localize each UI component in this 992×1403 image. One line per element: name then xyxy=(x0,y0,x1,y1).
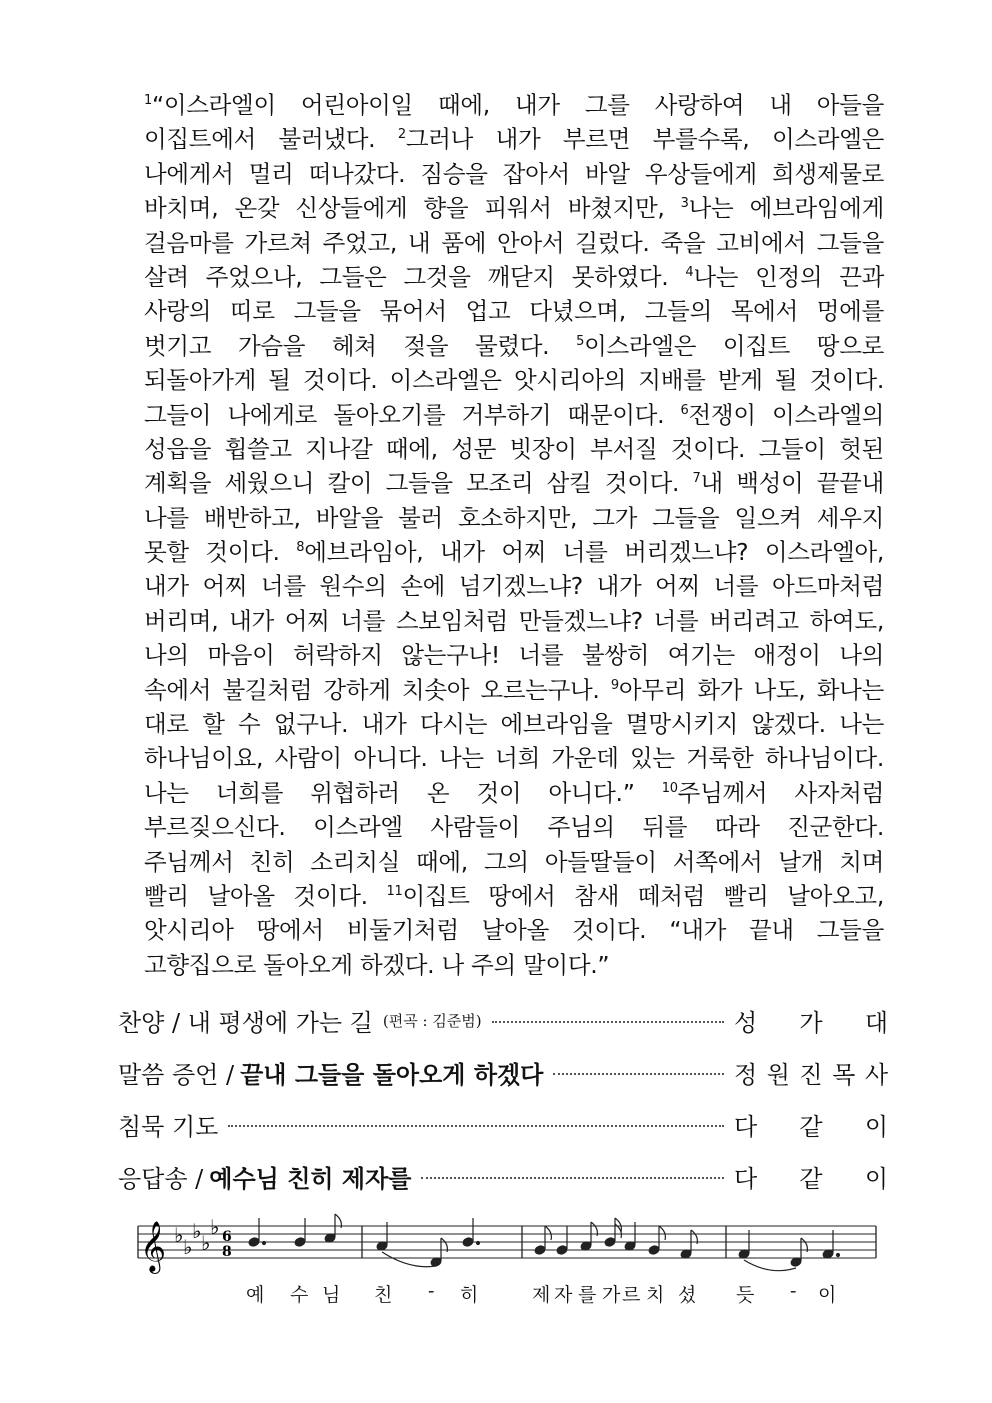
scripture-text: 고향집으로 돌아오게 하겠다. 나 주의 말이다.” xyxy=(144,950,610,979)
hymn-performer xyxy=(734,1003,888,1038)
scripture-text: 전쟁이 이스라엘의 xyxy=(688,400,884,429)
scripture-line xyxy=(144,604,884,638)
scripture-text: 앗시리아 땅에서 비둘기처럼 날아올 것이다. “내가 끝내 그들을 xyxy=(144,916,884,945)
lyric-syllable: 가 xyxy=(602,1284,621,1306)
lyric-syllable: 셨 xyxy=(678,1284,697,1306)
scripture-line xyxy=(144,741,884,775)
speaker-char: 원 xyxy=(766,1060,790,1089)
scripture-text: 성읍을 휩쓸고 지나갈 때에, 성문 빗장이 부서질 것이다. 그들이 헛된 xyxy=(144,434,884,463)
order-sermon xyxy=(118,1052,888,1092)
scripture-line xyxy=(144,501,884,535)
response-title: 예수님 친히 제자를 xyxy=(209,1163,412,1193)
svg-text:♭: ♭ xyxy=(201,1231,211,1255)
scripture-text: 버리며, 내가 어찌 너를 스보임처럼 만들겠느냐? 너를 버리려고 하여도, xyxy=(144,606,884,635)
scripture-text: 내 백성이 끝끝내 xyxy=(700,469,884,498)
scripture-text: “이스라엘이 어린아이일 때에, 내가 그를 사랑하여 내 아들을 xyxy=(151,91,884,119)
performer-char: 대 xyxy=(864,1008,888,1037)
scripture-line xyxy=(144,398,884,432)
lyric-syllable: 제 xyxy=(532,1284,551,1306)
speaker-char: 사 xyxy=(864,1060,888,1089)
scripture-text: 벗기고 가슴을 헤쳐 젖을 물렸다. xyxy=(144,331,577,360)
leader-dots xyxy=(421,1177,724,1179)
order-response xyxy=(118,1156,888,1196)
lyric-syllable: - xyxy=(790,1280,797,1302)
lyric-syllable: 를 xyxy=(578,1284,597,1306)
scripture-text: 부르짖으신다. 이스라엘 사람들이 주님의 뒤를 따라 진군한다. xyxy=(144,813,884,842)
leader-dots xyxy=(492,1021,724,1023)
scripture-line xyxy=(144,948,884,982)
scripture-text: 계획을 세웠으니 칼이 그들을 모조리 삼킬 것이다. xyxy=(144,469,693,498)
scripture-line xyxy=(144,845,884,879)
hymn-arranger-note: (편곡 : 김준범) xyxy=(382,1011,482,1030)
treble-clef-icon: 𝄞 xyxy=(140,1221,167,1272)
scripture-text: 바치며, 온갖 신상들에게 향을 피워서 바쳤지만, xyxy=(144,194,681,223)
prayer-participants xyxy=(734,1107,888,1142)
response-music-score xyxy=(130,1212,890,1322)
verse-number: 4 xyxy=(685,264,694,280)
lyric-syllable: 친 xyxy=(374,1284,393,1306)
lyric-syllable: 이 xyxy=(818,1284,837,1306)
time-sig-bottom: 8 xyxy=(222,1244,232,1260)
order-hymn xyxy=(118,1000,888,1040)
scripture-text: 나는 너희를 위협하러 온 것이 아니다.” xyxy=(144,778,662,807)
verse-number: 2 xyxy=(397,127,406,143)
scripture-line xyxy=(144,432,884,466)
scripture-text: 대로 할 수 없구나. 내가 다시는 에브라임을 멸망시키지 않겠다. 나는 xyxy=(144,710,884,739)
scripture-line xyxy=(144,260,884,294)
scripture-text: 그러나 내가 부르면 부를수록, 이스라엘은 xyxy=(405,125,884,154)
scripture-line xyxy=(144,707,884,741)
lyric-syllable: 수 xyxy=(290,1284,309,1306)
scripture-line xyxy=(144,673,884,707)
scripture-passage xyxy=(144,88,884,982)
participant-char: 이 xyxy=(864,1164,888,1193)
scripture-text: 나의 마음이 허락하지 않는구나! 너를 불쌍히 여기는 애정이 나의 xyxy=(144,641,884,670)
music-lyrics xyxy=(130,1280,890,1310)
scripture-text: 나는 에브라임에게 xyxy=(688,194,884,223)
participant-char: 같 xyxy=(799,1164,823,1193)
hymn-label: 찬양 / 내 평생에 가는 길 xyxy=(118,1008,373,1037)
scripture-text: 못할 것이다. xyxy=(144,538,297,567)
scripture-text: 그들이 나에게로 돌아오기를 거부하기 때문이다. xyxy=(144,400,681,429)
performer-char: 성 xyxy=(734,1008,758,1037)
order-prayer xyxy=(118,1104,888,1144)
scripture-line xyxy=(144,569,884,603)
speaker-char: 정 xyxy=(734,1060,758,1089)
verse-number: 8 xyxy=(296,540,305,556)
lyric-syllable: 르 xyxy=(622,1284,641,1306)
participant-char: 다 xyxy=(734,1112,758,1141)
scripture-text: 나를 배반하고, 바알을 불러 호소하지만, 그가 그들을 일으켜 세우지 xyxy=(144,503,884,532)
scripture-line xyxy=(144,88,884,122)
performer-char: 가 xyxy=(799,1008,823,1037)
scripture-line xyxy=(144,191,884,225)
scripture-line xyxy=(144,810,884,844)
scripture-line xyxy=(144,879,884,913)
sermon-label: 말씀 증언 / xyxy=(118,1060,235,1089)
verse-number: 10 xyxy=(661,780,678,796)
verse-number: 6 xyxy=(680,402,689,418)
lyric-syllable: 님 xyxy=(322,1284,341,1306)
scripture-text: 나에게서 멀리 떠나갔다. 짐승을 잡아서 바알 우상들에게 희생제물로 xyxy=(144,159,884,188)
scripture-text: 나는 인정의 끈과 xyxy=(693,262,884,291)
lyric-syllable: 자 xyxy=(554,1284,573,1306)
scripture-text: 이스라엘은 이집트 땅으로 xyxy=(584,331,884,360)
scripture-text: 이집트에서 불러냈다. xyxy=(144,125,398,154)
verse-number: 7 xyxy=(692,471,701,487)
scripture-text: 사랑의 띠로 그들을 묶어서 업고 다녔으며, 그들의 목에서 멍에를 xyxy=(144,297,884,326)
scripture-line xyxy=(144,294,884,328)
scripture-text: 주님께서 사자처럼 xyxy=(677,778,884,807)
scripture-line xyxy=(144,638,884,672)
participant-char: 이 xyxy=(864,1112,888,1141)
verse-number: 3 xyxy=(680,196,689,212)
scripture-line xyxy=(144,157,884,191)
scripture-line xyxy=(144,329,884,363)
sermon-speaker xyxy=(734,1055,888,1090)
scripture-line xyxy=(144,363,884,397)
response-label: 응답송 / xyxy=(118,1164,204,1193)
lyric-syllable: 히 xyxy=(460,1284,479,1306)
scripture-line xyxy=(144,535,884,569)
svg-text:♭: ♭ xyxy=(174,1223,184,1247)
scripture-text: 빨리 날아올 것이다. xyxy=(144,881,387,910)
lyric-syllable: 치 xyxy=(646,1284,665,1306)
verse-number: 9 xyxy=(610,677,619,693)
verse-number: 1 xyxy=(144,93,152,108)
scripture-text: 내가 어찌 너를 원수의 손에 넘기겠느냐? 내가 어찌 너를 아드마처럼 xyxy=(144,572,884,601)
scripture-text: 주님께서 친히 소리치실 때에, 그의 아들딸들이 서쪽에서 날개 치며 xyxy=(144,847,884,876)
response-participants xyxy=(734,1159,888,1194)
scripture-line xyxy=(144,913,884,947)
scripture-text: 아무리 화가 나도, 화나는 xyxy=(618,675,884,704)
music-staff xyxy=(130,1212,890,1282)
speaker-char: 진 xyxy=(799,1060,823,1089)
prayer-label: 침묵 기도 xyxy=(118,1112,219,1141)
participant-char: 같 xyxy=(799,1112,823,1141)
scripture-line xyxy=(144,226,884,260)
scripture-text: 이집트 땅에서 참새 떼처럼 빨리 날아오고, xyxy=(402,881,885,910)
leader-dots xyxy=(228,1125,724,1127)
lyric-syllable: - xyxy=(428,1280,435,1302)
leader-dots xyxy=(553,1073,724,1075)
svg-text:♭: ♭ xyxy=(210,1215,220,1239)
participant-char: 다 xyxy=(734,1164,758,1193)
scripture-text: 속에서 불길처럼 강하게 치솟아 오르는구나. xyxy=(144,675,611,704)
scripture-line xyxy=(144,466,884,500)
key-signature-flats xyxy=(174,1215,219,1259)
scripture-line xyxy=(144,776,884,810)
scripture-text: 하나님이요, 사람이 아니다. 나는 너희 가운데 있는 거룩한 하나님이다. xyxy=(144,744,884,773)
speaker-char: 목 xyxy=(832,1060,856,1089)
scripture-text: 되돌아가게 될 것이다. 이스라엘은 앗시리아의 지배를 받게 될 것이다. xyxy=(144,366,884,395)
scripture-text: 에브라임아, 내가 어찌 너를 버리겠느냐? 이스라엘아, xyxy=(304,538,884,567)
scripture-text: 걸음마를 가르쳐 주었고, 내 품에 안아서 길렀다. 죽을 고비에서 그들을 xyxy=(144,228,884,257)
scripture-line xyxy=(144,122,884,156)
lyric-syllable: 듯 xyxy=(736,1284,755,1306)
svg-text:♭: ♭ xyxy=(183,1235,193,1259)
sermon-title: 끝내 그들을 돌아오게 하겠다 xyxy=(240,1060,544,1089)
time-sig-top: 6 xyxy=(222,1229,232,1245)
lyric-syllable: 예 xyxy=(246,1284,265,1306)
verse-number: 5 xyxy=(576,333,585,349)
scripture-text: 살려 주었으나, 그들은 그것을 깨닫지 못하였다. xyxy=(144,262,686,291)
verse-number: 11 xyxy=(386,883,403,899)
svg-text:♭: ♭ xyxy=(192,1219,202,1243)
